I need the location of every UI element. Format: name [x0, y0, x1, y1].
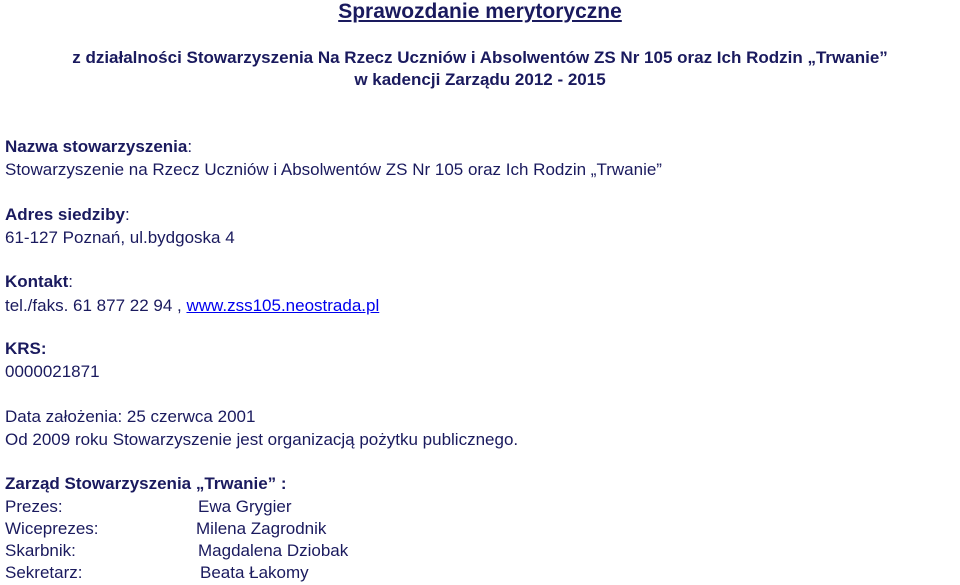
board-role: Wiceprezes: [5, 519, 99, 538]
term-subtitle: w kadencji Zarządu 2012 - 2015 [354, 70, 606, 89]
association-name-heading: Nazwa stowarzyszenia: [5, 137, 193, 156]
board-role: Skarbnik: [5, 541, 76, 560]
board-role: Prezes: [5, 497, 63, 516]
board-member-name: Beata Łakomy [200, 563, 309, 582]
website-link[interactable]: www.zss105.neostrada.pl [186, 296, 380, 315]
address-value: 61-127 Poznań, ul.bydgoska 4 [5, 228, 235, 247]
contact-label: Kontakt [5, 272, 69, 291]
krs-label: KRS: [5, 339, 47, 358]
board-role: Sekretarz: [5, 563, 83, 582]
founded-date: Data założenia: 25 czerwca 2001 [5, 407, 256, 426]
association-name-label: Nazwa stowarzyszenia [5, 137, 188, 156]
association-name-value: Stowarzyszenie na Rzecz Uczniów i Absolwentów ZS Nr 105 oraz Ich Rodzin „Trwanie” [5, 160, 662, 179]
page-title: Sprawozdanie merytoryczne [338, 0, 622, 23]
krs-value: 0000021871 [5, 362, 100, 381]
address-label: Adres siedziby [5, 205, 125, 224]
board-member-name: Magdalena Dziobak [198, 541, 349, 560]
address-heading: Adres siedziby: [5, 205, 130, 224]
board-member-name: Ewa Grygier [198, 497, 292, 516]
contact-phone: tel./faks. 61 877 22 94 , [5, 296, 182, 315]
board-member-name: Milena Zagrodnik [196, 519, 327, 538]
contact-heading: Kontakt: [5, 272, 74, 291]
public-benefit-status: Od 2009 roku Stowarzyszenie jest organizacją pożytku publicznego. [5, 430, 519, 449]
report-subtitle: z działalności Stowarzyszenia Na Rzecz Uczniów i Absolwentów ZS Nr 105 oraz Ich Rodzin „Trwanie” [72, 48, 888, 67]
contact-line [5, 296, 379, 316]
board-heading: Zarząd Stowarzyszenia „Trwanie” : [5, 474, 287, 493]
